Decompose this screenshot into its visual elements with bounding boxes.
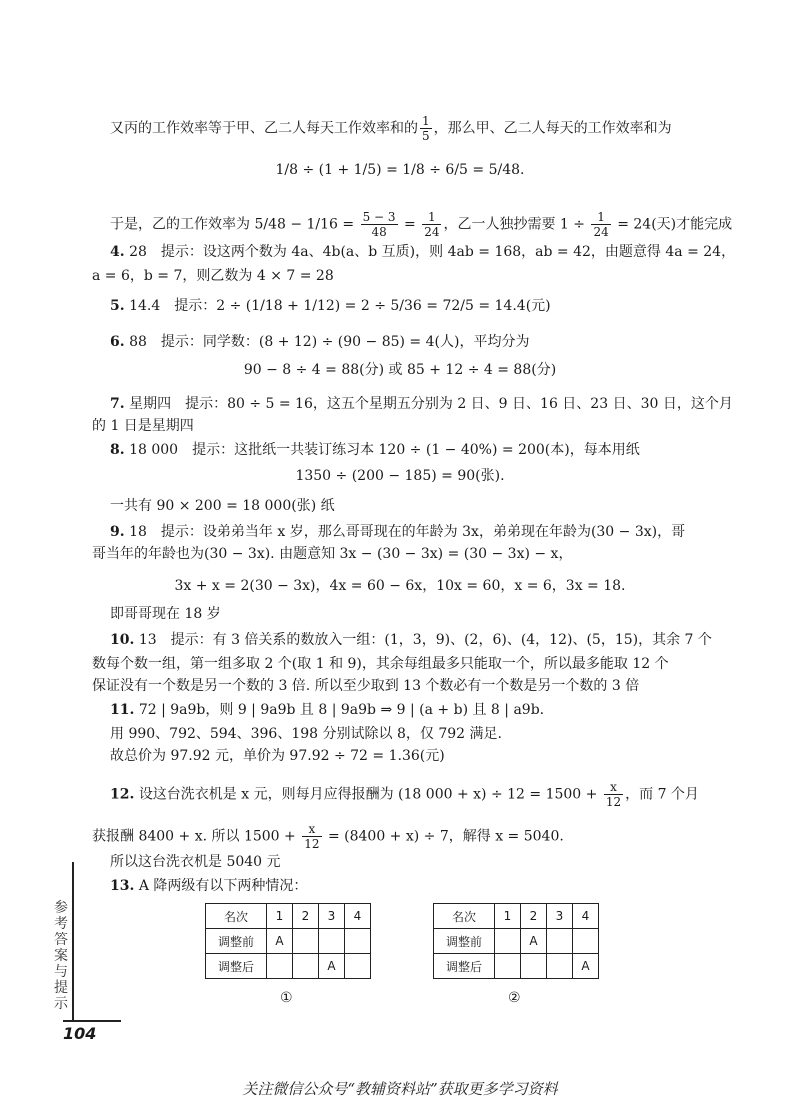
page-number: 104 bbox=[63, 1020, 121, 1046]
fraction: $\frac{1}{5}$ bbox=[422, 114, 430, 143]
text-line: 用 990、792、594、396、198 分别试除以 8，仅 792 满足. bbox=[110, 726, 502, 742]
text-line: a = 6，b = 7，则乙数为 4 × 7 = 28 bbox=[92, 268, 334, 284]
text-line: 数每个数一组，第一组多取 2 个(取 1 和 9)，其余每组最多只能取一个，所以最多能取 12 个 bbox=[92, 656, 669, 672]
case-label: ② bbox=[508, 990, 521, 1006]
question-6: 6. 88 提示：同学数：(8 + 12) ÷ (90 − 85) = 4(人)，平均分为 bbox=[110, 334, 530, 350]
question-4: 4. 28 提示：设这两个数为 4a、4b(a、b 互质)，则 4ab = 168，ab = 42，由题意得 4a = 24， bbox=[110, 244, 736, 260]
case-label: ① bbox=[280, 990, 293, 1006]
table-row: 调整前 A bbox=[434, 929, 599, 954]
fraction: $\frac{x}{12}$ bbox=[304, 822, 320, 851]
text-line: 哥当年的年龄也为(30 − 3x). 由题意知 3x − (30 − 3x) = (30 − 3x) − x， bbox=[92, 546, 573, 562]
question-12: 12. 设这台洗衣机是 x 元，则每月应得报酬为 (18 000 + x) ÷ 12 = 1500 + $\frac{x}{12}$ ，而 7 个月 bbox=[110, 780, 699, 809]
question-5: 5. 14.4 提示：2 ÷ (1/18 + 1/12) = 2 ÷ 5/36 = 72/5 = 14.4(元) bbox=[110, 298, 551, 314]
footer-watermark: 关注微信公众号“教辅资料站”获取更多学习资料 bbox=[242, 1080, 558, 1098]
ranking-table-case-1 bbox=[205, 903, 371, 979]
text: 又丙的工作效率等于甲、乙二人每天工作效率和的 bbox=[110, 120, 418, 137]
text-line: 于是，乙的工作效率为 5/48 − 1/16 = $\frac{5 - 3}{48}$ = $\frac{1}{24}$ ，乙一人独抄需要 1 ÷ $\frac{1}{24}$ = 24(天)才能完成 bbox=[110, 210, 733, 239]
fraction: $\frac{x}{12}$ bbox=[605, 780, 622, 809]
text-line: 获报酬 8400 + x. 所以 1500 + $\frac{x}{12}$ = (8400 + x) ÷ 7，解得 x = 5040. bbox=[92, 822, 564, 851]
equation: 90 − 8 ÷ 4 = 88(分) 或 85 + 12 ÷ 4 = 88(分) bbox=[243, 362, 557, 378]
fraction: $\frac{1}{24}$ bbox=[593, 210, 609, 239]
text: ，那么甲、乙二人每天的工作效率和为 bbox=[433, 120, 672, 137]
text-line: 保证没有一个数是另一个数的 3 倍. 所以至少取到 13 个数必有一个数是另一个数的 3 倍 bbox=[92, 678, 640, 694]
text-line: 一共有 90 × 200 = 18 000(张) 纸 bbox=[110, 498, 335, 514]
text-line: 的 1 日是星期四 bbox=[92, 418, 194, 434]
fraction: $\frac{1}{24}$ bbox=[424, 210, 440, 239]
question-11: 11. 72 | 9a9b，则 9 | 9a9b 且 8 | 9a9b ⇒ 9 | (a + b) 且 8 | a9b. bbox=[110, 702, 545, 718]
fraction: $\frac{5 - 3}{48}$ bbox=[362, 210, 396, 239]
table-row: 调整前 A bbox=[206, 929, 371, 954]
table-row: 调整后 A bbox=[206, 954, 371, 979]
equation: 3x + x = 2(30 − 3x)，4x = 60 − 6x，10x = 60，x = 6，3x = 18. bbox=[174, 578, 626, 594]
question-7: 7. 星期四 提示：80 ÷ 5 = 16，这五个星期五分别为 2 日、9 日、16 日、23 日、30 日，这个月 bbox=[110, 396, 733, 412]
equation: 1/8 ÷ (1 + 1/5) = 1/8 ÷ 6/5 = 5/48. bbox=[275, 162, 525, 178]
text-line: 所以这台洗衣机是 5040 元 bbox=[110, 854, 281, 870]
text-line bbox=[110, 114, 672, 143]
question-10: 10. 13 提示：有 3 倍关系的数放入一组：(1，3，9)、(2，6)、(4，12)、(5，15)，其余 7 个 bbox=[110, 632, 712, 648]
ranking-table-case-2 bbox=[433, 903, 599, 979]
equation: 1350 ÷ (200 − 185) = 90(张). bbox=[295, 468, 505, 484]
sidebar-section-title: 参考答案与提示 bbox=[54, 900, 68, 1012]
question-13: 13. A 降两级有以下两种情况： bbox=[110, 878, 308, 894]
text-line: 即哥哥现在 18 岁 bbox=[110, 606, 221, 622]
table-row: 名次 1 2 3 4 bbox=[434, 904, 599, 929]
question-8: 8. 18 000 提示：这批纸一共装订练习本 120 ÷ (1 − 40%) = 200(本)，每本用纸 bbox=[110, 442, 640, 458]
text-line: 故总价为 97.92 元，单价为 97.92 ÷ 72 = 1.36(元) bbox=[110, 748, 445, 764]
table-row: 调整后 A bbox=[434, 954, 599, 979]
table-row: 名次 1 2 3 4 bbox=[206, 904, 371, 929]
question-9: 9. 18 提示：设弟弟当年 x 岁，那么哥哥现在的年龄为 3x，弟弟现在年龄为(30 − 3x)，哥 bbox=[110, 524, 686, 540]
